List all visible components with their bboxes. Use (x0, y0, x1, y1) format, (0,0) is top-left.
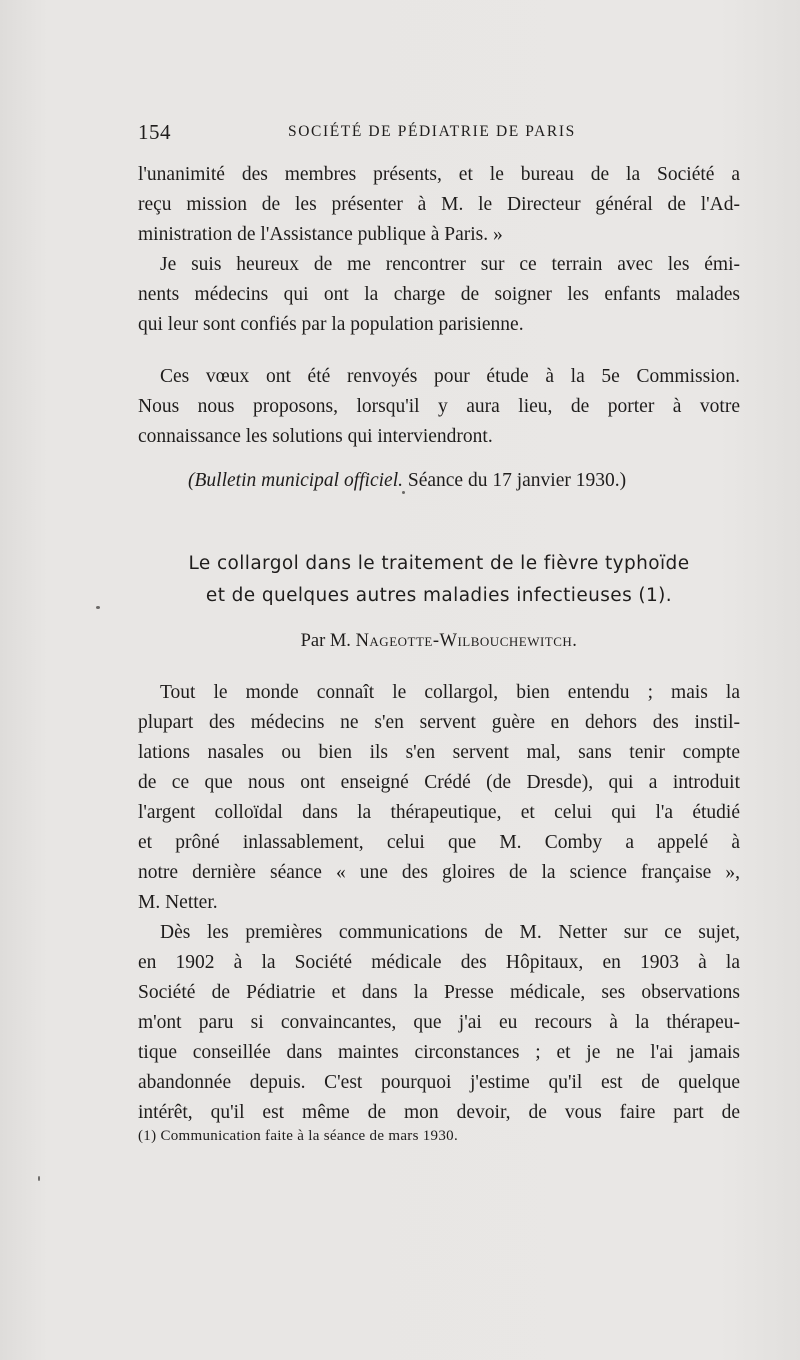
text-line: qui leur sont confiés par la population parisienne. (138, 314, 524, 335)
text-line: M. Netter. (138, 892, 218, 913)
ink-speck (402, 491, 405, 494)
text-line: nents médecins qui ont la charge de soigner les enfants malades (138, 284, 740, 305)
text-line: connaissance les solutions qui interviendront. (138, 426, 493, 447)
text-line: notre dernière séance « une des gloires de la science française », (138, 862, 740, 883)
text-line: plupart des médecins ne s'en servent guère en dehors des instil- (138, 712, 740, 733)
author-prefix: Par M. (300, 631, 356, 651)
paragraph-continuation (138, 160, 740, 250)
article-title-line-1: Le collargol dans le traitement de le fièvre typhoïde (188, 553, 690, 574)
text-line: en 1902 à la Société médicale des Hôpitaux, en 1903 à la (138, 952, 740, 973)
text-line: Société de Pédiatrie et dans la Presse médicale, ses observations (138, 982, 740, 1003)
text-line: de ce que nous ont enseigné Crédé (de Dresde), qui a introduit (138, 772, 740, 793)
paragraph (138, 678, 740, 918)
citation (138, 466, 740, 496)
footnote: (1) Communication faite à la séance de mars 1930. (138, 1128, 459, 1144)
text-line: reçu mission de les présenter à M. le Directeur général de l'Ad- (138, 194, 740, 215)
page-number: 154 (138, 120, 171, 144)
author-name: Nageotte-Wilbouchewitch. (355, 631, 578, 651)
text-line: et prôné inlassablement, celui que M. Comby a appelé à (138, 832, 740, 853)
text-line: Ces vœux ont été renvoyés pour étude à la 5e Commission. (160, 366, 740, 387)
citation-source: (Bulletin municipal officiel. (188, 470, 403, 491)
article-title-line-2: et de quelques autres maladies infectieuses (1). (205, 585, 673, 606)
citation-date: Séance du 17 janvier 1930.) (403, 470, 627, 491)
text-line: Tout le monde connaît le collargol, bien entendu ; mais la (160, 682, 740, 703)
text-line: l'argent colloïdal dans la thérapeutique, et celui qui l'a étudié (138, 802, 740, 823)
paragraph (138, 250, 740, 340)
page-header (138, 120, 740, 144)
paragraph (138, 362, 740, 452)
text-line: Je suis heureux de me rencontrer sur ce terrain avec les émi- (160, 254, 740, 275)
running-head: SOCIÉTÉ DE PÉDIATRIE DE PARIS (288, 123, 576, 140)
text-line: abandonnée depuis. C'est pourquoi j'estime qu'il est de quelque (138, 1072, 740, 1093)
text-line: Nous nous proposons, lorsqu'il y aura lieu, de porter à votre (138, 396, 740, 417)
text-line: Dès les premières communications de M. Netter sur ce sujet, (160, 922, 740, 943)
ink-speck (96, 606, 100, 609)
article-author (138, 626, 740, 656)
page-body (138, 160, 740, 1128)
text-line: tique conseillée dans maintes circonstances ; et je ne l'ai jamais (138, 1042, 740, 1063)
text-line: l'unanimité des membres présents, et le bureau de la Société a (138, 164, 740, 185)
text-line: ministration de l'Assistance publique à Paris. » (138, 224, 503, 245)
text-line: m'ont paru si convaincantes, que j'ai eu recours à la thérapeu- (138, 1012, 740, 1033)
text-line: lations nasales ou bien ils s'en servent mal, sans tenir compte (138, 742, 740, 763)
paragraph (138, 918, 740, 1128)
ink-speck (38, 1176, 40, 1181)
text-line: intérêt, qu'il est même de mon devoir, de vous faire part de (138, 1102, 740, 1123)
